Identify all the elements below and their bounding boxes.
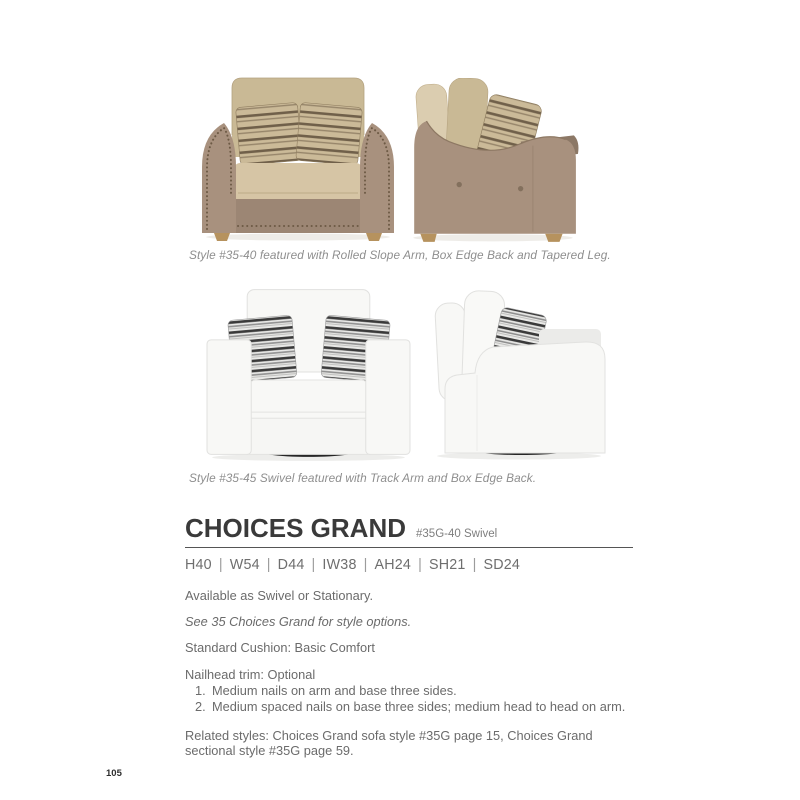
style-options-note: See 35 Choices Grand for style options.: [185, 613, 412, 629]
dimension-separator: |: [311, 556, 316, 573]
track-arm-right: [366, 340, 410, 455]
photo-style-35-45-front-view: [203, 287, 414, 463]
product-title-row: [185, 514, 633, 543]
dimension-separator: |: [363, 556, 368, 573]
tapered-leg-left: [214, 233, 230, 241]
dimension-value: H40: [185, 556, 212, 573]
figure-caption: Style #35-45 Swivel featured with Track Arm and Box Edge Back.: [189, 471, 537, 485]
product-title: CHOICES GRAND: [185, 513, 407, 543]
figure-caption: Style #35-40 featured with Rolled Slope Arm, Box Edge Back and Tapered Leg.: [189, 248, 611, 262]
dimension-separator: |: [472, 556, 477, 573]
product-style-number: #35G-40 Swivel: [416, 528, 498, 540]
striped-pillow-left: [235, 102, 302, 165]
tapered-leg-right: [366, 233, 382, 241]
tapered-leg-back: [420, 234, 436, 242]
availability-text: Available as Swivel or Stationary.: [185, 587, 374, 603]
dimension-value: D44: [277, 556, 305, 573]
related-styles-text: Related styles: Choices Grand sofa style #35G page 15, Choices Grand sectional style #35G page 59.: [185, 727, 593, 759]
nailhead-option: 2. Medium spaced nails on base three sides; medium head to head on arm.: [195, 698, 626, 714]
base-rail: [220, 199, 376, 233]
dimension-separator: |: [418, 556, 423, 573]
seat-cushion: [234, 163, 362, 201]
dimension-value: IW38: [322, 556, 357, 573]
standard-cushion-text: Standard Cushion: Basic Comfort: [185, 639, 375, 655]
striped-pillow-right: [296, 102, 363, 165]
nailhead-options-list: [185, 683, 633, 715]
tufting-button: [457, 182, 462, 187]
seat-cushion: [249, 380, 368, 420]
tufting-button: [518, 186, 523, 191]
photo-style-35-40-side-view: [406, 78, 580, 242]
dimension-value: AH24: [374, 556, 412, 573]
dimension-separator: |: [218, 556, 223, 573]
page-number: 105: [106, 768, 122, 779]
dimension-value: W54: [229, 556, 260, 573]
nailhead-option: 1. Medium nails on arm and base three sides.: [195, 682, 457, 698]
dimensions-row: [185, 557, 633, 573]
tapered-leg-front: [545, 234, 562, 242]
nailhead-section: [185, 667, 633, 715]
track-arm-left: [207, 340, 251, 455]
base-skirt: [247, 418, 370, 454]
product-info: [185, 514, 633, 759]
floor-shadow: [206, 234, 390, 241]
dimension-value: SH21: [429, 556, 466, 573]
dimension-value: SD24: [483, 556, 521, 573]
dimension-separator: |: [266, 556, 271, 573]
nailhead-label: Nailhead trim: Optional: [185, 666, 316, 682]
photo-style-35-40-front-view: [202, 74, 394, 242]
photo-style-35-45-side-view: [430, 289, 612, 461]
title-divider: [185, 547, 633, 548]
